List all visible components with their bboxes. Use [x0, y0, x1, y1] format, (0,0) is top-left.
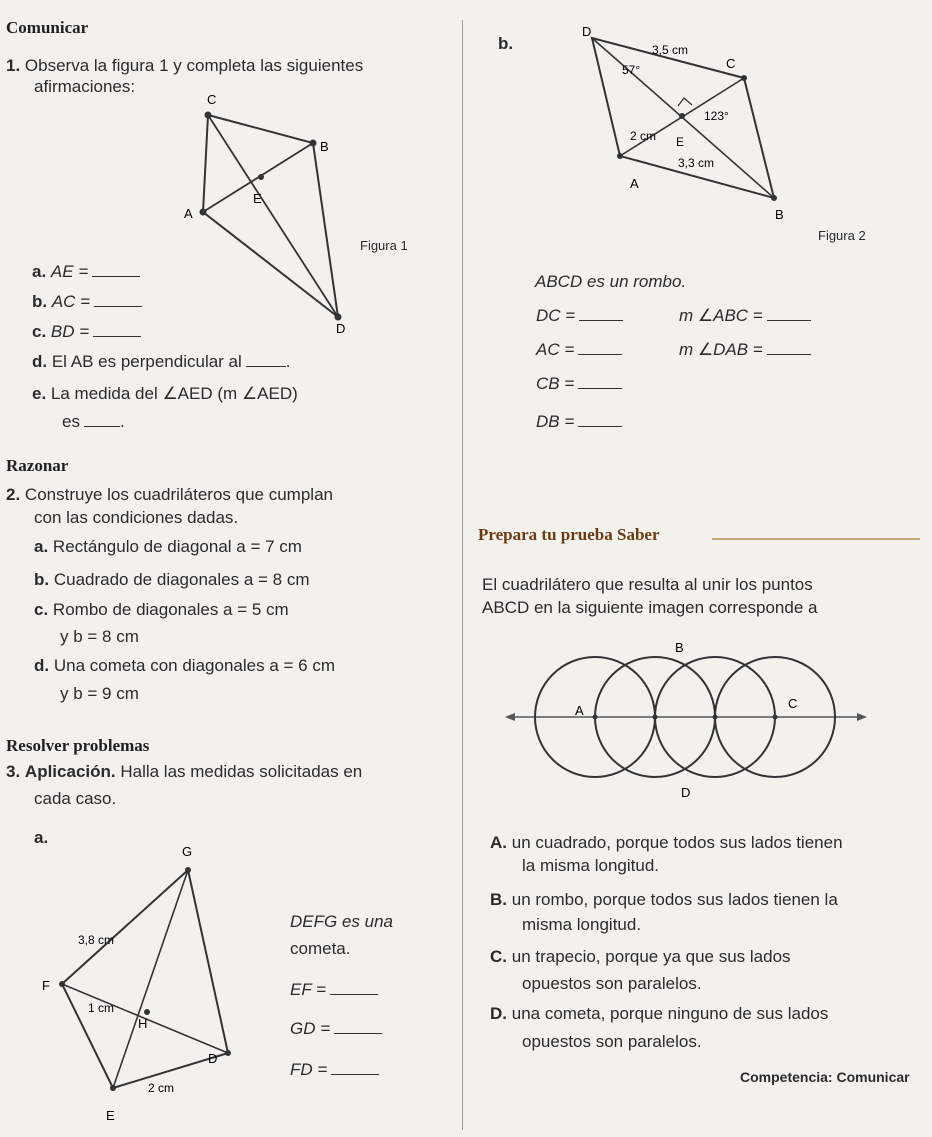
fig2-angle-57: 57°: [622, 63, 641, 77]
q1-item-e-cont: es .: [62, 412, 125, 431]
q1-text-2: afirmaciones:: [34, 77, 136, 96]
q1-line: [6, 56, 363, 76]
saber-text-2: ABCD en la siguiente imagen corresponde a: [482, 598, 818, 617]
blank-bd[interactable]: [93, 322, 141, 337]
resolver-heading: Resolver problemas: [6, 736, 150, 755]
q2-item-c-cont: y b = 8 cm: [60, 627, 139, 646]
rombo-item-dc: DC =: [536, 306, 623, 326]
q1-number: 1.: [6, 56, 21, 75]
circles-label-c: C: [788, 696, 798, 711]
q3-text-2: cada caso.: [34, 789, 117, 808]
blank-perpendicular[interactable]: [246, 352, 286, 367]
fig3-label-e: E: [106, 1108, 115, 1123]
option-b-cont: misma longitud.: [522, 915, 642, 934]
fig3-side-2: 2 cm: [148, 1081, 175, 1095]
circles-label-d: D: [681, 785, 691, 800]
competencia-label: Competencia: Comunicar: [740, 1069, 910, 1085]
razonar-heading: Razonar: [6, 456, 69, 475]
q2-item-d: d. Una cometa con diagonales a = 6 cm: [34, 656, 335, 675]
resolver-item-gd: GD =: [290, 1019, 382, 1039]
fig1-label-b: B: [320, 139, 329, 154]
figure-2-rhombus: [582, 22, 800, 232]
fig2-label-c: C: [726, 56, 736, 71]
fig3-label-f: F: [42, 978, 50, 993]
q1-item-e: e. La medida del ∠AED (m ∠AED): [32, 384, 298, 403]
fig3-label-d: D: [208, 1051, 218, 1066]
blank-ac[interactable]: [94, 292, 142, 307]
blank-aed[interactable]: [84, 412, 120, 427]
fig3-side-38: 3,8 cm: [78, 933, 115, 947]
comunicar-heading: Comunicar: [6, 18, 89, 37]
fig2-diag-33: 3,3 cm: [678, 156, 715, 170]
blank-ae[interactable]: [92, 262, 140, 277]
fig2-label-d: D: [582, 24, 592, 39]
q1-item-c: c. BD =: [32, 322, 141, 342]
fig2-angle-123: 123°: [704, 109, 729, 123]
option-d-cont: opuestos son paralelos.: [522, 1032, 702, 1051]
q1-item-b: b. AC =: [32, 292, 142, 312]
rombo-statement: ABCD es un rombo.: [535, 272, 687, 291]
q2-line: 2. Construye los cuadriláteros que cumplan: [6, 485, 333, 504]
figure-2-caption: Figura 2: [818, 228, 866, 243]
fig2-side-length: 3,5 cm: [652, 43, 689, 57]
fig3-label-g: G: [182, 844, 193, 859]
rombo-item-ac: AC =: [536, 340, 622, 360]
q1-item-a: a. AE =: [32, 262, 140, 282]
saber-title: Prepara tu prueba Saber: [478, 525, 660, 544]
option-a[interactable]: A. un cuadrado, porque todos sus lados tienen: [490, 833, 843, 852]
fig1-label-e: E: [253, 191, 262, 206]
fig2-label-a: A: [630, 176, 639, 191]
resolver-item-ef: EF =: [290, 980, 378, 1000]
q2-item-c: c. Rombo de diagonales a = 5 cm: [34, 600, 289, 619]
figure-3-kite: [30, 838, 230, 1128]
resolver-item-fd: FD =: [290, 1060, 379, 1080]
fig1-label-c: C: [207, 92, 217, 107]
fig2-label-e: E: [676, 135, 685, 149]
saber-text-1: El cuadrilátero que resulta al unir los puntos: [482, 575, 813, 594]
fig1-label-d: D: [336, 321, 346, 336]
rombo-item-dab: m ∠DAB =: [679, 340, 811, 360]
saber-circles-figure: [505, 640, 870, 810]
option-c[interactable]: C. un trapecio, porque ya que sus lados: [490, 947, 791, 966]
q2-item-d-cont: y b = 9 cm: [60, 684, 139, 703]
q2-item-b: b. Cuadrado de diagonales a = 8 cm: [34, 570, 310, 589]
option-b[interactable]: B. un rombo, porque todos sus lados tienen la: [490, 890, 838, 909]
fig2-diag-2: 2 cm: [630, 129, 657, 143]
defg-text-1: DEFG es una: [290, 912, 393, 931]
figure-1-kite: [170, 85, 400, 345]
defg-text-2: cometa.: [290, 939, 351, 958]
rombo-item-cb: CB =: [536, 374, 622, 394]
figure-1-caption: Figura 1: [360, 238, 408, 253]
fig3-label-h: H: [138, 1016, 148, 1031]
fig1-label-a: A: [184, 206, 193, 221]
q1-text-1: Observa la figura 1 y completa las siguientes: [24, 56, 364, 75]
rombo-item-db: DB =: [536, 412, 622, 432]
fig3-side-1: 1 cm: [88, 1001, 115, 1015]
saber-rule: [712, 538, 920, 540]
q1-item-d: d. El AB es perpendicular al .: [32, 352, 291, 371]
option-a-cont: la misma longitud.: [522, 856, 660, 875]
column-divider: [462, 20, 463, 1130]
q3-line: 3. Aplicación. Halla las medidas solicitadas en: [6, 762, 363, 781]
q2-text-2: con las condiciones dadas.: [34, 508, 239, 527]
q3a-label: a.: [34, 828, 49, 847]
circles-label-a: A: [575, 703, 584, 718]
option-c-cont: opuestos son paralelos.: [522, 974, 702, 993]
option-d[interactable]: D. una cometa, porque ninguno de sus lados: [490, 1004, 829, 1023]
circles-label-b: B: [675, 640, 684, 655]
fig2-label-b: B: [775, 207, 784, 222]
q1b-label: b.: [498, 34, 514, 53]
q2-item-a: a. Rectángulo de diagonal a = 7 cm: [34, 537, 302, 556]
rombo-item-abc: m ∠ABC =: [679, 306, 811, 326]
